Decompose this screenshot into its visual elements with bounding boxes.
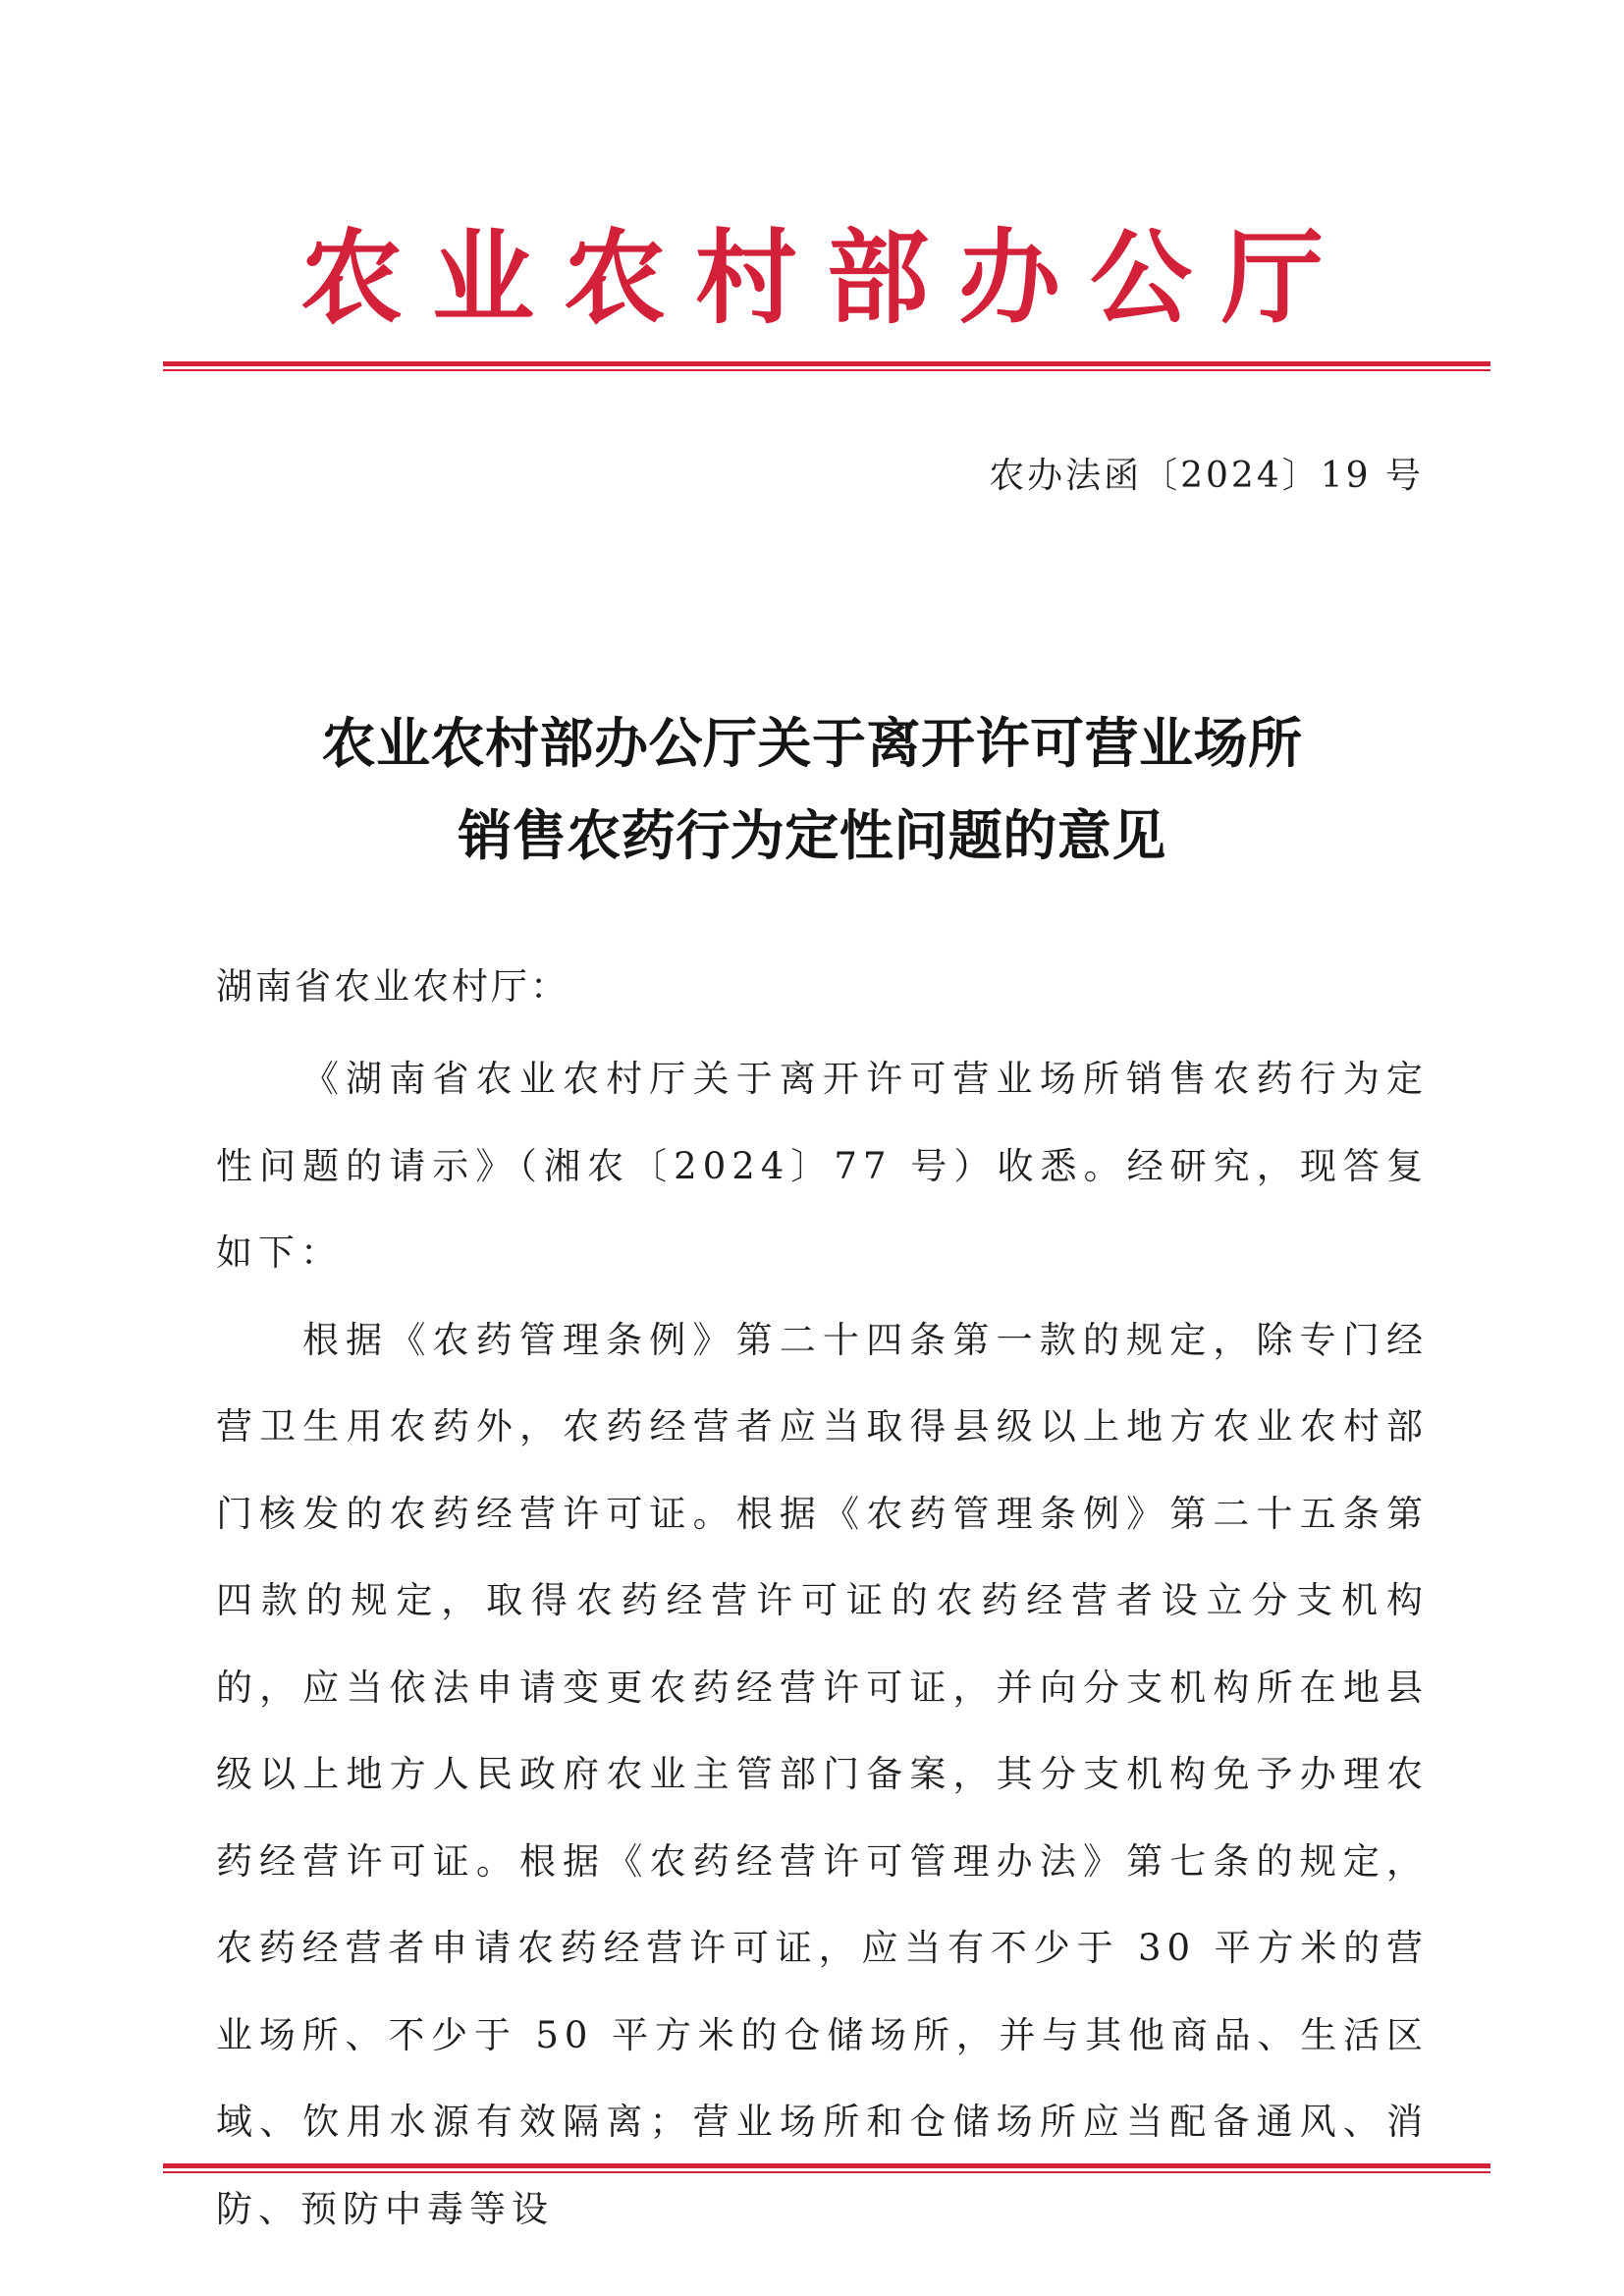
document-body bbox=[216, 1036, 1429, 2253]
document-title-line-1: 农业农村部办公厅关于离开许可营业场所 bbox=[321, 711, 1303, 775]
recipient-salutation: 湖南省农业农村厅： bbox=[216, 965, 569, 1008]
header-red-rule bbox=[163, 361, 1490, 372]
document-title-line-2: 销售农药行为定性问题的意见 bbox=[458, 803, 1166, 867]
footer-red-rule bbox=[163, 2163, 1490, 2174]
document-title bbox=[0, 697, 1624, 882]
footer-rule-thin-line bbox=[163, 2171, 1490, 2173]
body-paragraph: 根据《农药管理条例》第二十四条第一款的规定，除专门经营卫生用农药外，农药经营者应当取得县级以上地方农业农村部门核发的农药经营许可证。根据《农药管理条例》第二十五条第四款的规定，取得农药经营许可证的农药经营者设立分支机构的，应当依法申请变更农药经营许可证，并向分支机构所在地县级以上地方人民政府农业主管部门备案，其分支机构免予办理农药经营许可证。根据《农药经营许可管理办法》第七条的规定，农药经营者申请农药经营许可证，应当有不少于 30 平方米的营业场所、不少于 50 平方米的仓储场所，并与其他商品、生活区域、饮用水源有效隔离；营业场所和仓储场所应当配备通风、消防、预防中毒等设 bbox=[216, 1318, 1429, 2230]
body-paragraph: 《湖南省农业农村厅关于离开许可营业场所销售农药行为定性问题的请示》（湘农〔2024〕77 号）收悉。经研究，现答复如下： bbox=[216, 1058, 1429, 1274]
issuing-agency-header: 农业农村部办公厅 bbox=[299, 217, 1353, 338]
header-rule-thick-line bbox=[163, 361, 1490, 366]
header-rule-thin-line bbox=[163, 369, 1490, 371]
document-number: 农办法函〔2024〕19 号 bbox=[989, 456, 1424, 496]
footer-rule-thick-line bbox=[163, 2163, 1490, 2168]
